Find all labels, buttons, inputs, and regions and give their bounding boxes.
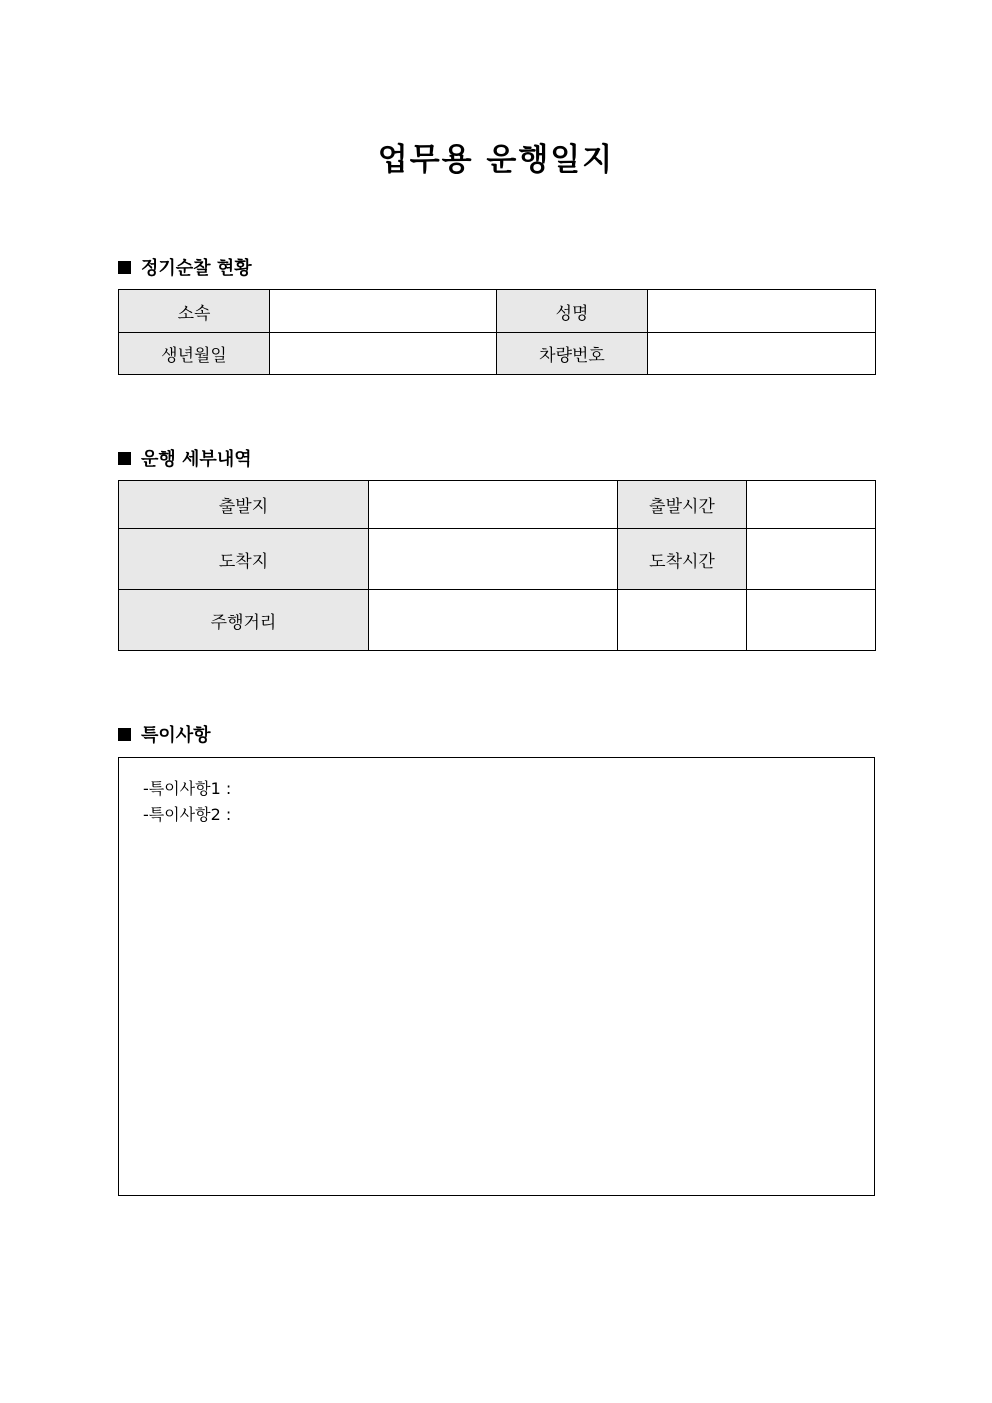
arrival-field[interactable] [369, 529, 618, 590]
square-bullet-icon [118, 452, 131, 465]
name-label: 성명 [497, 290, 648, 333]
document-title: 업무용 운행일지 [377, 142, 615, 178]
section-heading-patrol-status [118, 254, 252, 280]
mileage-field[interactable] [369, 590, 618, 651]
list-item: -특이사항2 : [143, 805, 232, 824]
mileage-extra-field-2[interactable] [747, 590, 876, 651]
square-bullet-icon [118, 728, 131, 741]
arrival-label: 도착지 [119, 529, 369, 590]
departure-field[interactable] [369, 481, 618, 529]
table-row [119, 590, 876, 651]
section-heading-special-notes [118, 721, 211, 747]
departure-time-label: 출발시간 [618, 481, 747, 529]
table-row [119, 333, 876, 375]
arrival-time-field[interactable] [747, 529, 876, 590]
special-notes-list [143, 776, 231, 828]
section-heading-text: 특이사항 [141, 725, 211, 746]
square-bullet-icon [118, 261, 131, 274]
birthdate-field[interactable] [270, 333, 497, 375]
section-heading-drive-details [118, 445, 252, 471]
affiliation-field[interactable] [270, 290, 497, 333]
list-item: -특이사항1 : [143, 779, 232, 798]
birthdate-label: 생년월일 [119, 333, 270, 375]
table-row [119, 290, 876, 333]
departure-label: 출발지 [119, 481, 369, 529]
drive-details-table [118, 480, 876, 651]
patrol-status-table [118, 289, 876, 375]
section-heading-text: 정기순찰 현황 [141, 258, 252, 279]
table-row [119, 529, 876, 590]
name-field[interactable] [648, 290, 876, 333]
special-notes-box[interactable] [118, 757, 875, 1196]
mileage-label: 주행거리 [119, 590, 369, 651]
table-row [119, 481, 876, 529]
vehicle-number-field[interactable] [648, 333, 876, 375]
arrival-time-label: 도착시간 [618, 529, 747, 590]
mileage-extra-field-1[interactable] [618, 590, 747, 651]
affiliation-label: 소속 [119, 290, 270, 333]
section-heading-text: 운행 세부내역 [141, 449, 252, 470]
vehicle-number-label: 차량번호 [497, 333, 648, 375]
departure-time-field[interactable] [747, 481, 876, 529]
